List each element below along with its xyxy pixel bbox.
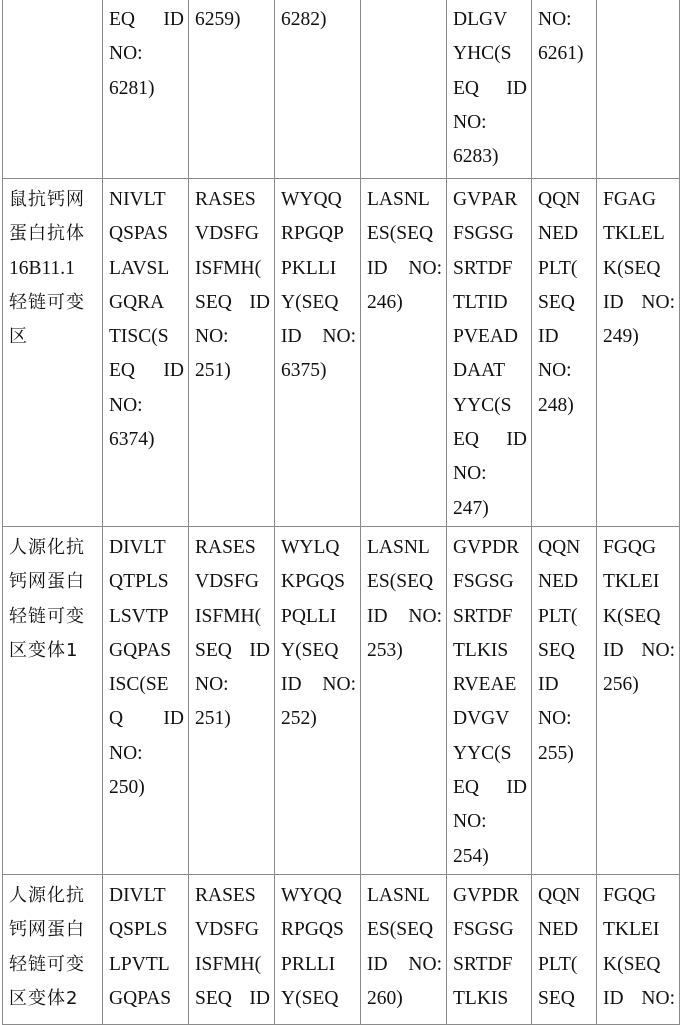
cell-text-line: 轻链可变 [9, 948, 98, 982]
cell-text-line: SEQ ID [195, 634, 270, 668]
cell-text-line: GQPAS [109, 982, 184, 1016]
cell-text-line: NO: [538, 3, 592, 37]
table-row [3, 526, 680, 874]
cell-text-line: PKLLI [281, 252, 356, 286]
cell-text-line: VDSFG [195, 913, 270, 947]
cell-text-line: SEQ [538, 982, 592, 1016]
cell-text-line: TKLEI [603, 565, 675, 599]
cell-text-line: FSGSG [453, 913, 527, 947]
cell-text-line: KPGQS [281, 565, 356, 599]
cell-text-line: ES(SEQ [367, 217, 442, 251]
cell-fr2 [275, 526, 361, 874]
cell-text-line: NO: [109, 737, 184, 771]
cell-cdr3 [532, 526, 597, 874]
cell-text-line: LPVTL [109, 948, 184, 982]
cell-text-line: ID NO: [281, 320, 356, 354]
cell-text-line: YHC(S [453, 37, 527, 71]
cell-cdr3 [532, 179, 597, 527]
cell-text-line: 蛋白抗体 [9, 217, 98, 251]
cell-text-line: YYC(S [453, 737, 527, 771]
cell-text-line: NO: [538, 354, 592, 388]
cell-text-line: SEQ [538, 286, 592, 320]
cell-antibody-region [3, 874, 103, 1024]
cell-text-line: 251) [195, 354, 270, 388]
cell-text-line: ES(SEQ [367, 565, 442, 599]
cell-fr2 [275, 179, 361, 527]
cell-text-line: 260) [367, 982, 442, 1016]
cell-text-line: 250) [109, 771, 184, 805]
cell-text-line: 247) [453, 492, 527, 526]
cell-text-line: FGAG [603, 183, 675, 217]
sequence-table [2, 0, 680, 1025]
cell-text-line: DIVLT [109, 531, 184, 565]
cell-antibody-region [3, 179, 103, 527]
cell-antibody-region [3, 0, 103, 179]
cell-text-line: PQLLI [281, 600, 356, 634]
cell-text-line: TKLEI [603, 913, 675, 947]
cell-fr3 [447, 526, 532, 874]
cell-text-line: RPGQP [281, 217, 356, 251]
cell-text-line: LSVTP [109, 600, 184, 634]
cell-text-line: TLKIS [453, 634, 527, 668]
cell-cdr2 [361, 179, 447, 527]
cell-text-line: GQPAS [109, 634, 184, 668]
cell-text-line: 人源化抗 [9, 531, 98, 565]
cell-text-line: WYLQ [281, 531, 356, 565]
cell-cdr2 [361, 874, 447, 1024]
cell-text-line: ID [538, 320, 592, 354]
cell-cdr1 [189, 179, 275, 527]
cell-text-line: 253) [367, 634, 442, 668]
cell-fr1 [103, 0, 189, 179]
cell-text-line: RASES [195, 531, 270, 565]
cell-text-line: 钙网蛋白 [9, 913, 98, 947]
cell-fr4 [597, 874, 680, 1024]
cell-text-line: 钙网蛋白 [9, 565, 98, 599]
cell-text-line: EQ ID [453, 72, 527, 106]
cell-text-line: LASNL [367, 879, 442, 913]
cell-text-line: 251) [195, 702, 270, 736]
cell-text-line: Y(SEQ [281, 286, 356, 320]
cell-text-line: 6374) [109, 423, 184, 457]
cell-text-line: EQ ID [109, 354, 184, 388]
cell-text-line: NIVLT [109, 183, 184, 217]
cell-text-line: 16B11.1 [9, 252, 98, 286]
cell-text-line: TLKIS [453, 982, 527, 1016]
cell-fr4 [597, 179, 680, 527]
cell-text-line: RPGQS [281, 913, 356, 947]
cell-text-line: WYQQ [281, 183, 356, 217]
cell-text-line: NO: [195, 668, 270, 702]
cell-antibody-region [3, 526, 103, 874]
cell-text-line: 6283) [453, 140, 527, 174]
cell-text-line: FSGSG [453, 217, 527, 251]
cell-text-line: 6261) [538, 37, 592, 71]
cell-cdr1 [189, 526, 275, 874]
cell-text-line: GVPDR [453, 531, 527, 565]
cell-text-line: ID NO: [281, 668, 356, 702]
cell-text-line: 6282) [281, 3, 356, 37]
cell-text-line: 区 [9, 320, 98, 354]
cell-text-line: 6375) [281, 354, 356, 388]
cell-text-line: ES(SEQ [367, 913, 442, 947]
cell-cdr1 [189, 0, 275, 179]
cell-text-line: 鼠抗钙网 [9, 183, 98, 217]
cell-text-line: QSPAS [109, 217, 184, 251]
cell-text-line: NO: [453, 457, 527, 491]
cell-text-line: LASNL [367, 183, 442, 217]
cell-text-line: SRTDF [453, 948, 527, 982]
cell-text-line: QSPLS [109, 913, 184, 947]
cell-text-line: K(SEQ [603, 252, 675, 286]
cell-text-line: RVEAE [453, 668, 527, 702]
cell-text-line: FSGSG [453, 565, 527, 599]
cell-text-line: ID [538, 668, 592, 702]
cell-text-line: ID NO: [603, 634, 675, 668]
cell-text-line: TKLEL [603, 217, 675, 251]
cell-text-line: DLGV [453, 3, 527, 37]
cell-fr1 [103, 874, 189, 1024]
cell-text-line: SRTDF [453, 252, 527, 286]
cell-text-line: ISFMH( [195, 600, 270, 634]
cell-cdr2 [361, 0, 447, 179]
cell-fr4 [597, 0, 680, 179]
table-row [3, 179, 680, 527]
table-row [3, 874, 680, 1024]
cell-text-line: 轻链可变 [9, 600, 98, 634]
cell-text-line: YYC(S [453, 389, 527, 423]
cell-fr4 [597, 526, 680, 874]
cell-text-line: LASNL [367, 531, 442, 565]
cell-text-line: GQRA [109, 286, 184, 320]
cell-cdr3 [532, 874, 597, 1024]
cell-text-line: QQN [538, 183, 592, 217]
cell-text-line: ID NO: [367, 948, 442, 982]
cell-text-line: EQ ID [453, 423, 527, 457]
cell-text-line: GVPDR [453, 879, 527, 913]
cell-text-line: QQN [538, 879, 592, 913]
cell-text-line: ID NO: [367, 252, 442, 286]
cell-text-line: DVGV [453, 702, 527, 736]
cell-text-line: EQ ID [109, 3, 184, 37]
cell-text-line: SEQ [538, 634, 592, 668]
cell-text-line: 轻链可变 [9, 286, 98, 320]
table-row [3, 0, 680, 179]
cell-fr2 [275, 0, 361, 179]
cell-text-line: ID NO: [603, 286, 675, 320]
cell-text-line: 区变体2 [9, 982, 98, 1016]
cell-text-line: NO: [453, 106, 527, 140]
cell-fr2 [275, 874, 361, 1024]
cell-fr3 [447, 874, 532, 1024]
cell-text-line: WYQQ [281, 879, 356, 913]
cell-text-line: NO: [109, 389, 184, 423]
cell-text-line: VDSFG [195, 217, 270, 251]
cell-fr3 [447, 179, 532, 527]
cell-text-line: 252) [281, 702, 356, 736]
cell-text-line: Y(SEQ [281, 982, 356, 1016]
cell-text-line: NO: [538, 702, 592, 736]
cell-text-line: 249) [603, 320, 675, 354]
cell-text-line: 254) [453, 840, 527, 874]
cell-fr1 [103, 526, 189, 874]
cell-text-line: SEQ ID [195, 982, 270, 1016]
cell-text-line: ISFMH( [195, 252, 270, 286]
cell-text-line: PLT( [538, 948, 592, 982]
cell-text-line: ID NO: [603, 982, 675, 1016]
cell-text-line: NO: [195, 320, 270, 354]
cell-text-line: PRLLI [281, 948, 356, 982]
cell-text-line: PLT( [538, 600, 592, 634]
cell-text-line: RASES [195, 183, 270, 217]
cell-text-line: K(SEQ [603, 948, 675, 982]
cell-text-line: 248) [538, 389, 592, 423]
cell-text-line: FGQG [603, 531, 675, 565]
cell-cdr3 [532, 0, 597, 179]
cell-text-line: ID NO: [367, 600, 442, 634]
cell-text-line: 255) [538, 737, 592, 771]
cell-text-line: 人源化抗 [9, 879, 98, 913]
cell-text-line: K(SEQ [603, 600, 675, 634]
cell-text-line: 256) [603, 668, 675, 702]
cell-cdr2 [361, 526, 447, 874]
cell-text-line: RASES [195, 879, 270, 913]
cell-text-line: NED [538, 565, 592, 599]
cell-text-line: DAAT [453, 354, 527, 388]
cell-text-line: SRTDF [453, 600, 527, 634]
cell-cdr1 [189, 874, 275, 1024]
cell-text-line: EQ ID [453, 771, 527, 805]
cell-text-line: Q ID [109, 702, 184, 736]
cell-text-line: NED [538, 913, 592, 947]
cell-text-line: TLTID [453, 286, 527, 320]
cell-text-line: ISC(SE [109, 668, 184, 702]
cell-text-line: ISFMH( [195, 948, 270, 982]
cell-text-line: NED [538, 217, 592, 251]
cell-fr1 [103, 179, 189, 527]
cell-text-line: VDSFG [195, 565, 270, 599]
cell-text-line: NO: [453, 805, 527, 839]
cell-fr3 [447, 0, 532, 179]
cell-text-line: PVEAD [453, 320, 527, 354]
cell-text-line: 6259) [195, 3, 270, 37]
cell-text-line: SEQ ID [195, 286, 270, 320]
cell-text-line: DIVLT [109, 879, 184, 913]
cell-text-line: 246) [367, 286, 442, 320]
cell-text-line: FGQG [603, 879, 675, 913]
cell-text-line: QQN [538, 531, 592, 565]
cell-text-line: QTPLS [109, 565, 184, 599]
cell-text-line: GVPAR [453, 183, 527, 217]
cell-text-line: 6281) [109, 72, 184, 106]
cell-text-line: TISC(S [109, 320, 184, 354]
cell-text-line: LAVSL [109, 252, 184, 286]
cell-text-line: NO: [109, 37, 184, 71]
cell-text-line: Y(SEQ [281, 634, 356, 668]
cell-text-line: 区变体1 [9, 634, 98, 668]
cell-text-line: PLT( [538, 252, 592, 286]
